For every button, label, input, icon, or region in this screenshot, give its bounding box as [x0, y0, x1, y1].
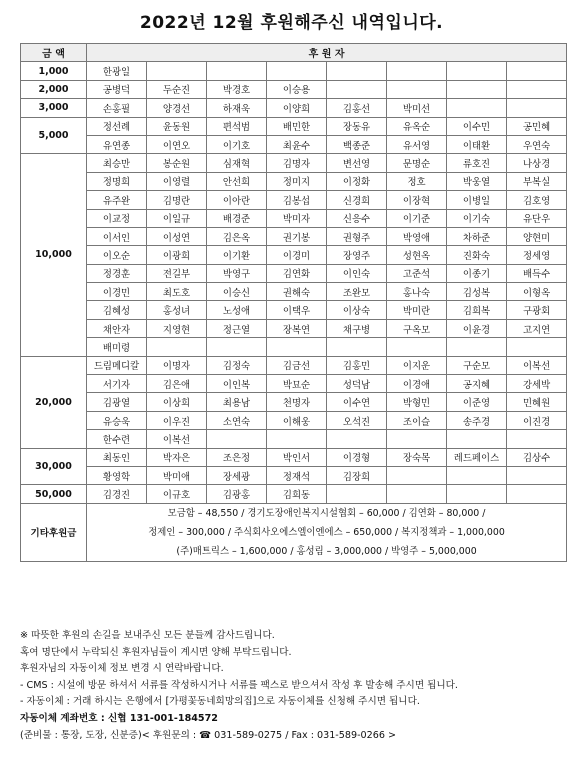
donor-cell: 이광희	[147, 246, 207, 264]
donor-cell: 최윤수	[267, 135, 327, 153]
donor-cell: 유서영	[387, 135, 447, 153]
donor-cell: 김명란	[147, 191, 207, 209]
donor-cell: 이수민	[447, 117, 507, 135]
donor-cell: 유단우	[507, 209, 567, 227]
donor-cell: 이기숙	[447, 209, 507, 227]
donor-cell: 이우진	[147, 411, 207, 429]
donor-cell: 김성복	[447, 283, 507, 301]
donor-cell: 부복실	[507, 172, 567, 190]
amount-cell: 5,000	[21, 117, 87, 154]
amount-cell: 3,000	[21, 99, 87, 117]
donor-cell: 김경진	[87, 485, 147, 503]
donor-cell: 김정숙	[207, 356, 267, 374]
donor-cell: 우연숙	[507, 135, 567, 153]
other-donations-list	[87, 503, 567, 561]
donor-cell	[387, 485, 447, 503]
donor-cell: 김광홍	[207, 485, 267, 503]
donor-cell: 이경미	[267, 246, 327, 264]
donor-cell: 이병일	[447, 191, 507, 209]
table-row	[21, 62, 567, 80]
donor-cell: 김희동	[267, 485, 327, 503]
donor-cell: 이서인	[87, 227, 147, 245]
donor-cell	[507, 430, 567, 448]
donor-cell: 박형민	[387, 393, 447, 411]
donor-cell: 조이슬	[387, 411, 447, 429]
donor-cell: 이해웅	[267, 411, 327, 429]
donor-cell: 심재혁	[207, 154, 267, 172]
table-row	[21, 356, 567, 374]
donor-cell: 이장혁	[387, 191, 447, 209]
table-row	[21, 246, 567, 264]
donor-cell: 이복선	[147, 430, 207, 448]
donor-cell: 박영구	[207, 264, 267, 282]
donor-cell: 두순진	[147, 80, 207, 98]
donor-cell: 류호진	[447, 154, 507, 172]
table-row	[21, 375, 567, 393]
donor-cell: 김홍민	[327, 356, 387, 374]
donor-cell: 김금선	[267, 356, 327, 374]
donor-cell	[267, 338, 327, 356]
donor-cell: 박경호	[207, 80, 267, 98]
donor-cell: 이형옥	[507, 283, 567, 301]
donor-cell: 이승용	[267, 80, 327, 98]
donor-cell: 이태환	[447, 135, 507, 153]
table-row	[21, 283, 567, 301]
donor-cell: 소연숙	[207, 411, 267, 429]
donor-cell: 정호	[387, 172, 447, 190]
donor-cell	[447, 80, 507, 98]
autotransfer-change-note: 후원자님의 자동이체 정보 변경 시 연락바랍니다.	[20, 663, 224, 675]
donor-cell: 권해숙	[267, 283, 327, 301]
donor-cell: 전길부	[147, 264, 207, 282]
donor-cell: 노성애	[207, 301, 267, 319]
donor-cell: 안선희	[207, 172, 267, 190]
donor-cell: 장복연	[267, 319, 327, 337]
amount-cell: 20,000	[21, 356, 87, 448]
donor-cell: 서기자	[87, 375, 147, 393]
donor-cell: 김봉섭	[267, 191, 327, 209]
donor-cell: 하재욱	[207, 99, 267, 117]
donor-cell: 권기봉	[267, 227, 327, 245]
donor-cell	[267, 62, 327, 80]
other-donations-line: 모금함 – 48,550 / 경기도장애인복지시설협회 – 60,000 / 김연화 – 80,000 /	[167, 507, 486, 519]
donor-cell	[327, 338, 387, 356]
donor-cell: 고지연	[507, 319, 567, 337]
donor-cell: 장숙목	[387, 448, 447, 466]
donor-cell: 이종기	[447, 264, 507, 282]
donor-cell: 이연오	[147, 135, 207, 153]
donors-header: 후 원 자	[87, 44, 567, 62]
donor-cell	[327, 485, 387, 503]
donor-cell: 강세박	[507, 375, 567, 393]
donor-cell: 문명순	[387, 154, 447, 172]
donor-cell: 이복선	[507, 356, 567, 374]
donor-cell: 양경선	[147, 99, 207, 117]
donor-cell: 고준석	[387, 264, 447, 282]
donor-cell: 박묘순	[267, 375, 327, 393]
donor-cell: 최동인	[87, 448, 147, 466]
donor-cell: 나상경	[507, 154, 567, 172]
account-number: 자동이체 계좌번호 : 신협 131-001-184572	[20, 712, 218, 724]
donor-cell: 봉순원	[147, 154, 207, 172]
donor-cell	[327, 430, 387, 448]
donor-cell: 이양희	[267, 99, 327, 117]
donor-cell: 정경훈	[87, 264, 147, 282]
donor-cell: 이성연	[147, 227, 207, 245]
donor-cell: 양현미	[507, 227, 567, 245]
donor-cell	[387, 338, 447, 356]
donor-cell: 이규호	[147, 485, 207, 503]
donor-cell: 이명자	[147, 356, 207, 374]
donor-cell: 유주완	[87, 191, 147, 209]
donor-cell: 성덕남	[327, 375, 387, 393]
donor-cell	[507, 99, 567, 117]
amount-cell: 2,000	[21, 80, 87, 98]
donor-cell	[267, 430, 327, 448]
donor-cell	[447, 466, 507, 484]
donor-cell: 신경희	[327, 191, 387, 209]
donor-cell: 이상숙	[327, 301, 387, 319]
donor-cell: 조은정	[207, 448, 267, 466]
donor-cell: 김장희	[327, 466, 387, 484]
donor-cell: 조완모	[327, 283, 387, 301]
donor-cell: 김은옥	[207, 227, 267, 245]
donor-cell	[387, 80, 447, 98]
donor-cell: 지영현	[147, 319, 207, 337]
donor-cell: 정근열	[207, 319, 267, 337]
table-row	[21, 430, 567, 448]
donor-cell: 백종준	[327, 135, 387, 153]
donor-cell: 이준영	[447, 393, 507, 411]
cms-note: - CMS : 시설에 방문 하셔서 서류를 작성하시거나 서류를 팩스로 받으셔서 작성 후 발송해 주시면 됩니다.	[20, 679, 458, 691]
donor-cell: 박미선	[387, 99, 447, 117]
donor-cell	[447, 338, 507, 356]
donor-cell	[447, 485, 507, 503]
table-row	[21, 135, 567, 153]
donor-cell: 김은애	[147, 375, 207, 393]
donor-cell	[507, 466, 567, 484]
donor-cell: 최승만	[87, 154, 147, 172]
donor-cell	[447, 99, 507, 117]
table-row	[21, 319, 567, 337]
donor-cell	[147, 338, 207, 356]
donor-cell: 김희복	[447, 301, 507, 319]
donor-cell: 공병덕	[87, 80, 147, 98]
contact-info: (준비물 : 통장, 도장, 신분증)< 후원문의 : ☎ 031-589-0275 / Fax : 031-589-0266 >	[20, 729, 397, 741]
table-row	[21, 411, 567, 429]
donor-cell: 홍성녀	[147, 301, 207, 319]
donor-cell: 이아란	[207, 191, 267, 209]
other-donations-line: (주)매트릭스 – 1,600,000 / 홍성림 – 3,000,000 / 박영주 – 5,000,000	[176, 545, 477, 557]
page-title: 2022년 12월 후원해주신 내역입니다.	[139, 13, 444, 33]
amount-cell: 30,000	[21, 448, 87, 485]
donor-cell: 윤동원	[147, 117, 207, 135]
table-row	[21, 227, 567, 245]
table-row	[21, 466, 567, 484]
donor-cell: 배미령	[87, 338, 147, 356]
donor-cell	[507, 485, 567, 503]
donor-cell: 장세광	[207, 466, 267, 484]
donor-cell: 정미지	[267, 172, 327, 190]
donor-cell: 손홍필	[87, 99, 147, 117]
omission-note: 혹여 명단에서 누락되신 후원자님들이 계시면 양해 부탁드립니다.	[20, 646, 292, 658]
donor-cell: 유승욱	[87, 411, 147, 429]
donor-cell: 정재석	[267, 466, 327, 484]
donor-cell: 성현옥	[387, 246, 447, 264]
donor-cell	[327, 80, 387, 98]
donor-cell: 채안자	[87, 319, 147, 337]
autotransfer-note: - 자동이체 : 거래 하시는 은행에서 [가평꽃동네희망의집]으로 자동이체를 신청해 주시면 됩니다.	[20, 696, 420, 708]
donor-cell	[507, 80, 567, 98]
table-row	[21, 393, 567, 411]
donor-cell: 이기호	[207, 135, 267, 153]
donor-cell: 구옥모	[387, 319, 447, 337]
donor-cell: 채구병	[327, 319, 387, 337]
amount-cell: 10,000	[21, 154, 87, 356]
donor-cell: 드림메디칼	[87, 356, 147, 374]
table-row	[21, 191, 567, 209]
donor-cell: 변선영	[327, 154, 387, 172]
donor-cell: 박인서	[267, 448, 327, 466]
donor-cell	[207, 338, 267, 356]
donor-cell: 김연화	[267, 264, 327, 282]
table-row	[21, 99, 567, 117]
table-row	[21, 117, 567, 135]
other-donations-row	[21, 503, 567, 561]
donor-cell: 유옥순	[387, 117, 447, 135]
donor-cell: 편석범	[207, 117, 267, 135]
donor-cell: 오석진	[327, 411, 387, 429]
donor-cell: 김홍선	[327, 99, 387, 117]
donor-cell: 박웅열	[447, 172, 507, 190]
amount-cell: 1,000	[21, 62, 87, 80]
donor-cell: 이기환	[207, 246, 267, 264]
table-row	[21, 172, 567, 190]
donor-cell: 이택우	[267, 301, 327, 319]
donor-cell: 구순모	[447, 356, 507, 374]
donor-cell: 레드페이스	[447, 448, 507, 466]
donor-cell: 장영주	[327, 246, 387, 264]
donor-cell: 김혜성	[87, 301, 147, 319]
donor-cell: 차하준	[447, 227, 507, 245]
donor-cell: 구광회	[507, 301, 567, 319]
table-row	[21, 448, 567, 466]
other-donations-label: 기타후원금	[21, 503, 87, 561]
donor-cell: 이인복	[207, 375, 267, 393]
donor-cell: 장동유	[327, 117, 387, 135]
donor-cell: 최용남	[207, 393, 267, 411]
donor-cell: 이영렬	[147, 172, 207, 190]
donor-cell: 진화숙	[447, 246, 507, 264]
donor-cell: 정세영	[507, 246, 567, 264]
table-row	[21, 301, 567, 319]
table-row	[21, 264, 567, 282]
donor-cell: 공지혜	[447, 375, 507, 393]
donor-cell: 이정화	[327, 172, 387, 190]
table-row	[21, 338, 567, 356]
donor-cell	[387, 62, 447, 80]
donor-cell: 이진경	[507, 411, 567, 429]
amount-cell: 50,000	[21, 485, 87, 503]
donor-cell: 김호영	[507, 191, 567, 209]
donor-cell: 김광열	[87, 393, 147, 411]
donor-cell: 김명자	[267, 154, 327, 172]
donation-table	[20, 43, 567, 562]
donor-cell: 이일규	[147, 209, 207, 227]
donor-cell	[507, 338, 567, 356]
donor-cell: 정명희	[87, 172, 147, 190]
donor-cell: 김상수	[507, 448, 567, 466]
donor-cell: 이경형	[327, 448, 387, 466]
donor-cell: 박영애	[387, 227, 447, 245]
donor-cell: 송주경	[447, 411, 507, 429]
donor-cell: 이수연	[327, 393, 387, 411]
table-header-row	[21, 44, 567, 62]
donor-cell	[327, 62, 387, 80]
donor-cell	[147, 62, 207, 80]
donor-cell: 한수련	[87, 430, 147, 448]
thanks-note: ※ 따뜻한 후원의 손길을 보내주신 모든 분들께 감사드립니다.	[20, 630, 275, 641]
donor-cell	[387, 466, 447, 484]
table-row	[21, 485, 567, 503]
donor-cell: 배득수	[507, 264, 567, 282]
donor-cell	[207, 62, 267, 80]
donor-cell	[507, 62, 567, 80]
donor-cell: 박자은	[147, 448, 207, 466]
donor-cell: 배민한	[267, 117, 327, 135]
donor-cell: 이경애	[387, 375, 447, 393]
donor-cell: 이승신	[207, 283, 267, 301]
donor-cell: 정선례	[87, 117, 147, 135]
amount-header: 금 액	[21, 44, 87, 62]
donor-cell: 이교정	[87, 209, 147, 227]
donor-cell: 신응수	[327, 209, 387, 227]
donor-cell: 유연종	[87, 135, 147, 153]
donor-cell: 황영학	[87, 466, 147, 484]
donor-cell: 이윤경	[447, 319, 507, 337]
donor-cell: 배경준	[207, 209, 267, 227]
table-row	[21, 80, 567, 98]
donor-cell: 박미애	[147, 466, 207, 484]
table-row	[21, 154, 567, 172]
donor-cell: 박미란	[387, 301, 447, 319]
donor-cell: 공민혜	[507, 117, 567, 135]
donor-cell: 이경민	[87, 283, 147, 301]
donor-cell	[447, 430, 507, 448]
donor-cell: 천명자	[267, 393, 327, 411]
donor-cell: 박미자	[267, 209, 327, 227]
notes-section	[20, 628, 568, 744]
donor-cell	[207, 430, 267, 448]
donor-cell: 권형주	[327, 227, 387, 245]
donor-cell: 이기준	[387, 209, 447, 227]
other-donations-line: 정제인 – 300,000 / 주식회사오에스엘이엔에스 – 650,000 / 복지정책과 – 1,000,000	[148, 526, 505, 538]
donor-cell: 한광일	[87, 62, 147, 80]
table-row	[21, 209, 567, 227]
donor-cell: 이인숙	[327, 264, 387, 282]
donor-cell: 이상희	[147, 393, 207, 411]
donation-table-body	[21, 62, 567, 561]
donor-cell	[447, 62, 507, 80]
donor-cell: 민혜원	[507, 393, 567, 411]
donor-cell: 이오순	[87, 246, 147, 264]
donor-cell: 최도호	[147, 283, 207, 301]
donor-cell	[387, 430, 447, 448]
donor-cell: 홍나숙	[387, 283, 447, 301]
donor-cell: 이지운	[387, 356, 447, 374]
